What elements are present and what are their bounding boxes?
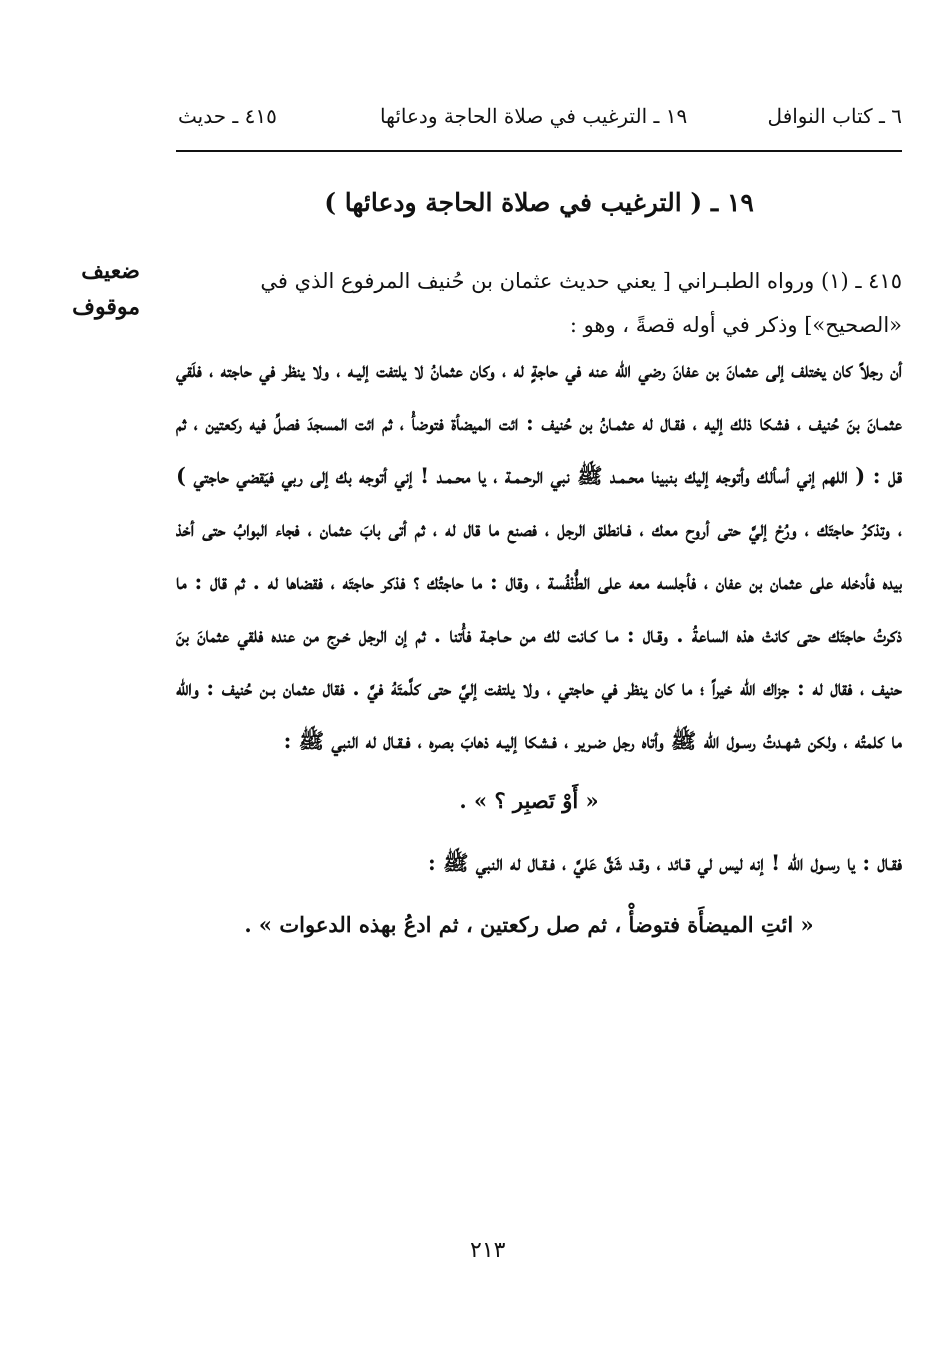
main-text (176, 255, 902, 951)
grading-label-weak: ضعيف (81, 258, 140, 284)
page-number: ٢١٣ (470, 1238, 506, 1263)
reply-paragraph: فقـال : يا رسـول الله ! إنه ليس لي قـائد ، وقـد شَقَّ عَليَّ ، فـقـال له النبي ﷺ : (428, 850, 902, 875)
header-rule (176, 150, 902, 152)
running-header-chapter: ١٩ ـ الترغيب في صلاة الحاجة ودعائها (380, 104, 688, 128)
quote-2: « ائتِ الميضأَة فتوضأْ ، ثم صل ركعتين ، ثم ادعُ بهذه الدعوات » . (244, 912, 814, 937)
intro-line-1: ٤١٥ ـ (١) ورواه الطبـراني [ يعني حديث عثمان بن حُنيف المرفوع الذي في (260, 269, 902, 293)
quote-1: « أَوْ تَصبِر ؟ » . (459, 788, 599, 813)
running-header-hadith-number: ٤١٥ ـ حديث (178, 104, 277, 128)
intro-line-2: «الصحيح»] وذكر في أوله قصةً ، وهو : (569, 313, 902, 337)
hadith-text: أن رجلاً كان يختلف إلى عثمانَ بن عفانَ رضي الله عنه في حاجةٍ له ، وكان عثمانُ لا يلتفت إليـه ، ولا ينظر في حاجته ، فلَقي عثمـانَ بنَ حُنيف ، فشكا ذلك إليه ، فقـال له عثمـانُ بن حُنيف : ائت الميضأة فتوضأْ ، ثم ائت المسجدَ فصلِّ فيه ركعتين ، ثم قل : ( اللهم إني أسألك وأتوجه إليك بنبينا محـمـد ﷺ نبي الرحـمـة ، يا محـمـد ! إني أتوجه بك إلى ربي فيَقضي حاجتي ) ، وتذكرُ حاجتَك ، ورُحْ إليَّ حتى أروح معك ، فـانطلق الرجل ، فصنع ما قال له ، ثم أتى بابَ عثمان ، فجاء البوابُ حتى أخذ بيده فأدخله على عثمان بن عفان ، فأجلسه معه على الطُّنْفُسة ، وقال : ما حاجتُك ؟ فذكر حاجتَه ، فقضاها له . ثم قال : ما ذكرتُ حاجتَك حتى كانتْ هذه الساعةُ . وقـال : مـا كـانت لك من حـاجـة فأْتنا . ثم إن الرجل خـرج من عنده فلقي عثمانَ بنَ حنيف ، فقال له : جزاك الله خيراً ؛ ما كان ينظر في حاجتي ، ولا يلتفت إليَّ حتى كلَّمتَهُ فيَّ . فقال عثمان بـن حُنيف : والله ما كلمتُه ، ولكن شهـدتُ رسـول الله ﷺ وأتاه رجل ضـرير ، فـشكا إليـه ذهابَ بصره ، فـقـال له النبي ﷺ : (176, 357, 902, 753)
grading-label-mawquf: موقوف (72, 294, 140, 320)
chapter-title: ١٩ ـ ( الترغيب في صلاة الحاجة ودعائها ) (324, 188, 754, 217)
running-header-book: ٦ ـ كتاب النوافل (767, 104, 902, 128)
